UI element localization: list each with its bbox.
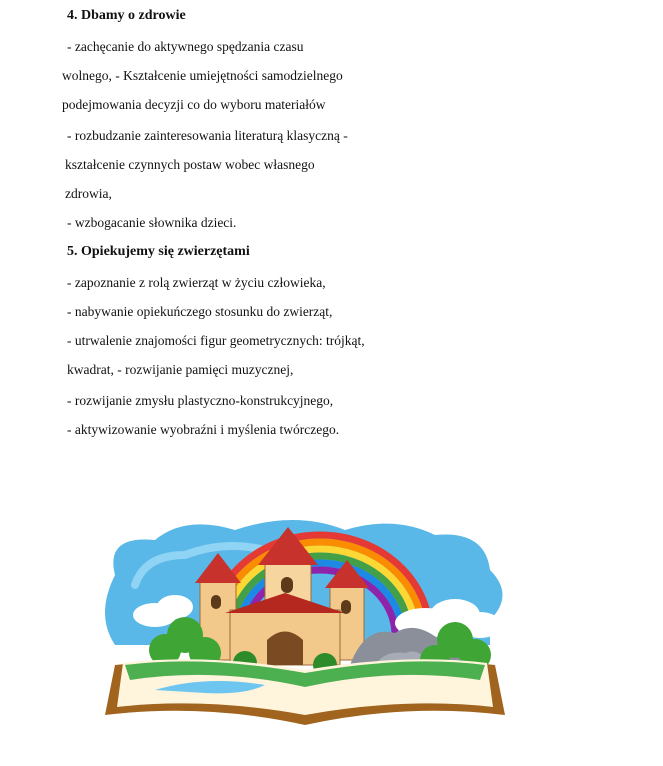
section-4-line: zdrowia, bbox=[65, 186, 112, 201]
section-4-line: - wzbogacanie słownika dzieci. bbox=[67, 215, 237, 230]
section-4-line: - rozbudzanie zainteresowania literaturą klasyczną - bbox=[67, 128, 348, 143]
section-5-line: - zapoznanie z rolą zwierząt w życiu człowieka, bbox=[67, 275, 326, 290]
section-5-line: - nabywanie opiekuńczego stosunku do zwierząt, bbox=[67, 304, 333, 319]
section-4-heading: 4. Dbamy o zdrowie bbox=[67, 8, 186, 23]
section-5-line: - rozwijanie zmysłu plastyczno-konstrukcyjnego, bbox=[67, 393, 334, 408]
open-book-icon bbox=[105, 659, 505, 725]
section-5-line: - utrwalenie znajomości figur geometrycznych: trójkąt, bbox=[67, 333, 365, 348]
section-4-line: - zachęcanie do aktywnego spędzania czasu bbox=[67, 39, 304, 54]
castle-on-open-book-illustration bbox=[95, 515, 515, 730]
section-4-line: kształcenie czynnych postaw wobec własnego bbox=[65, 157, 315, 172]
section-5-line: - aktywizowanie wyobraźni i myślenia twórczego. bbox=[67, 422, 340, 437]
section-5-heading: 5. Opiekujemy się zwierzętami bbox=[67, 244, 250, 259]
section-4-line: podejmowania decyzji co do wyboru materiałów bbox=[62, 97, 326, 112]
section-4-line: wolnego, - Kształcenie umiejętności samodzielnego bbox=[62, 68, 343, 83]
section-5-line: kwadrat, - rozwijanie pamięci muzycznej, bbox=[67, 362, 294, 377]
